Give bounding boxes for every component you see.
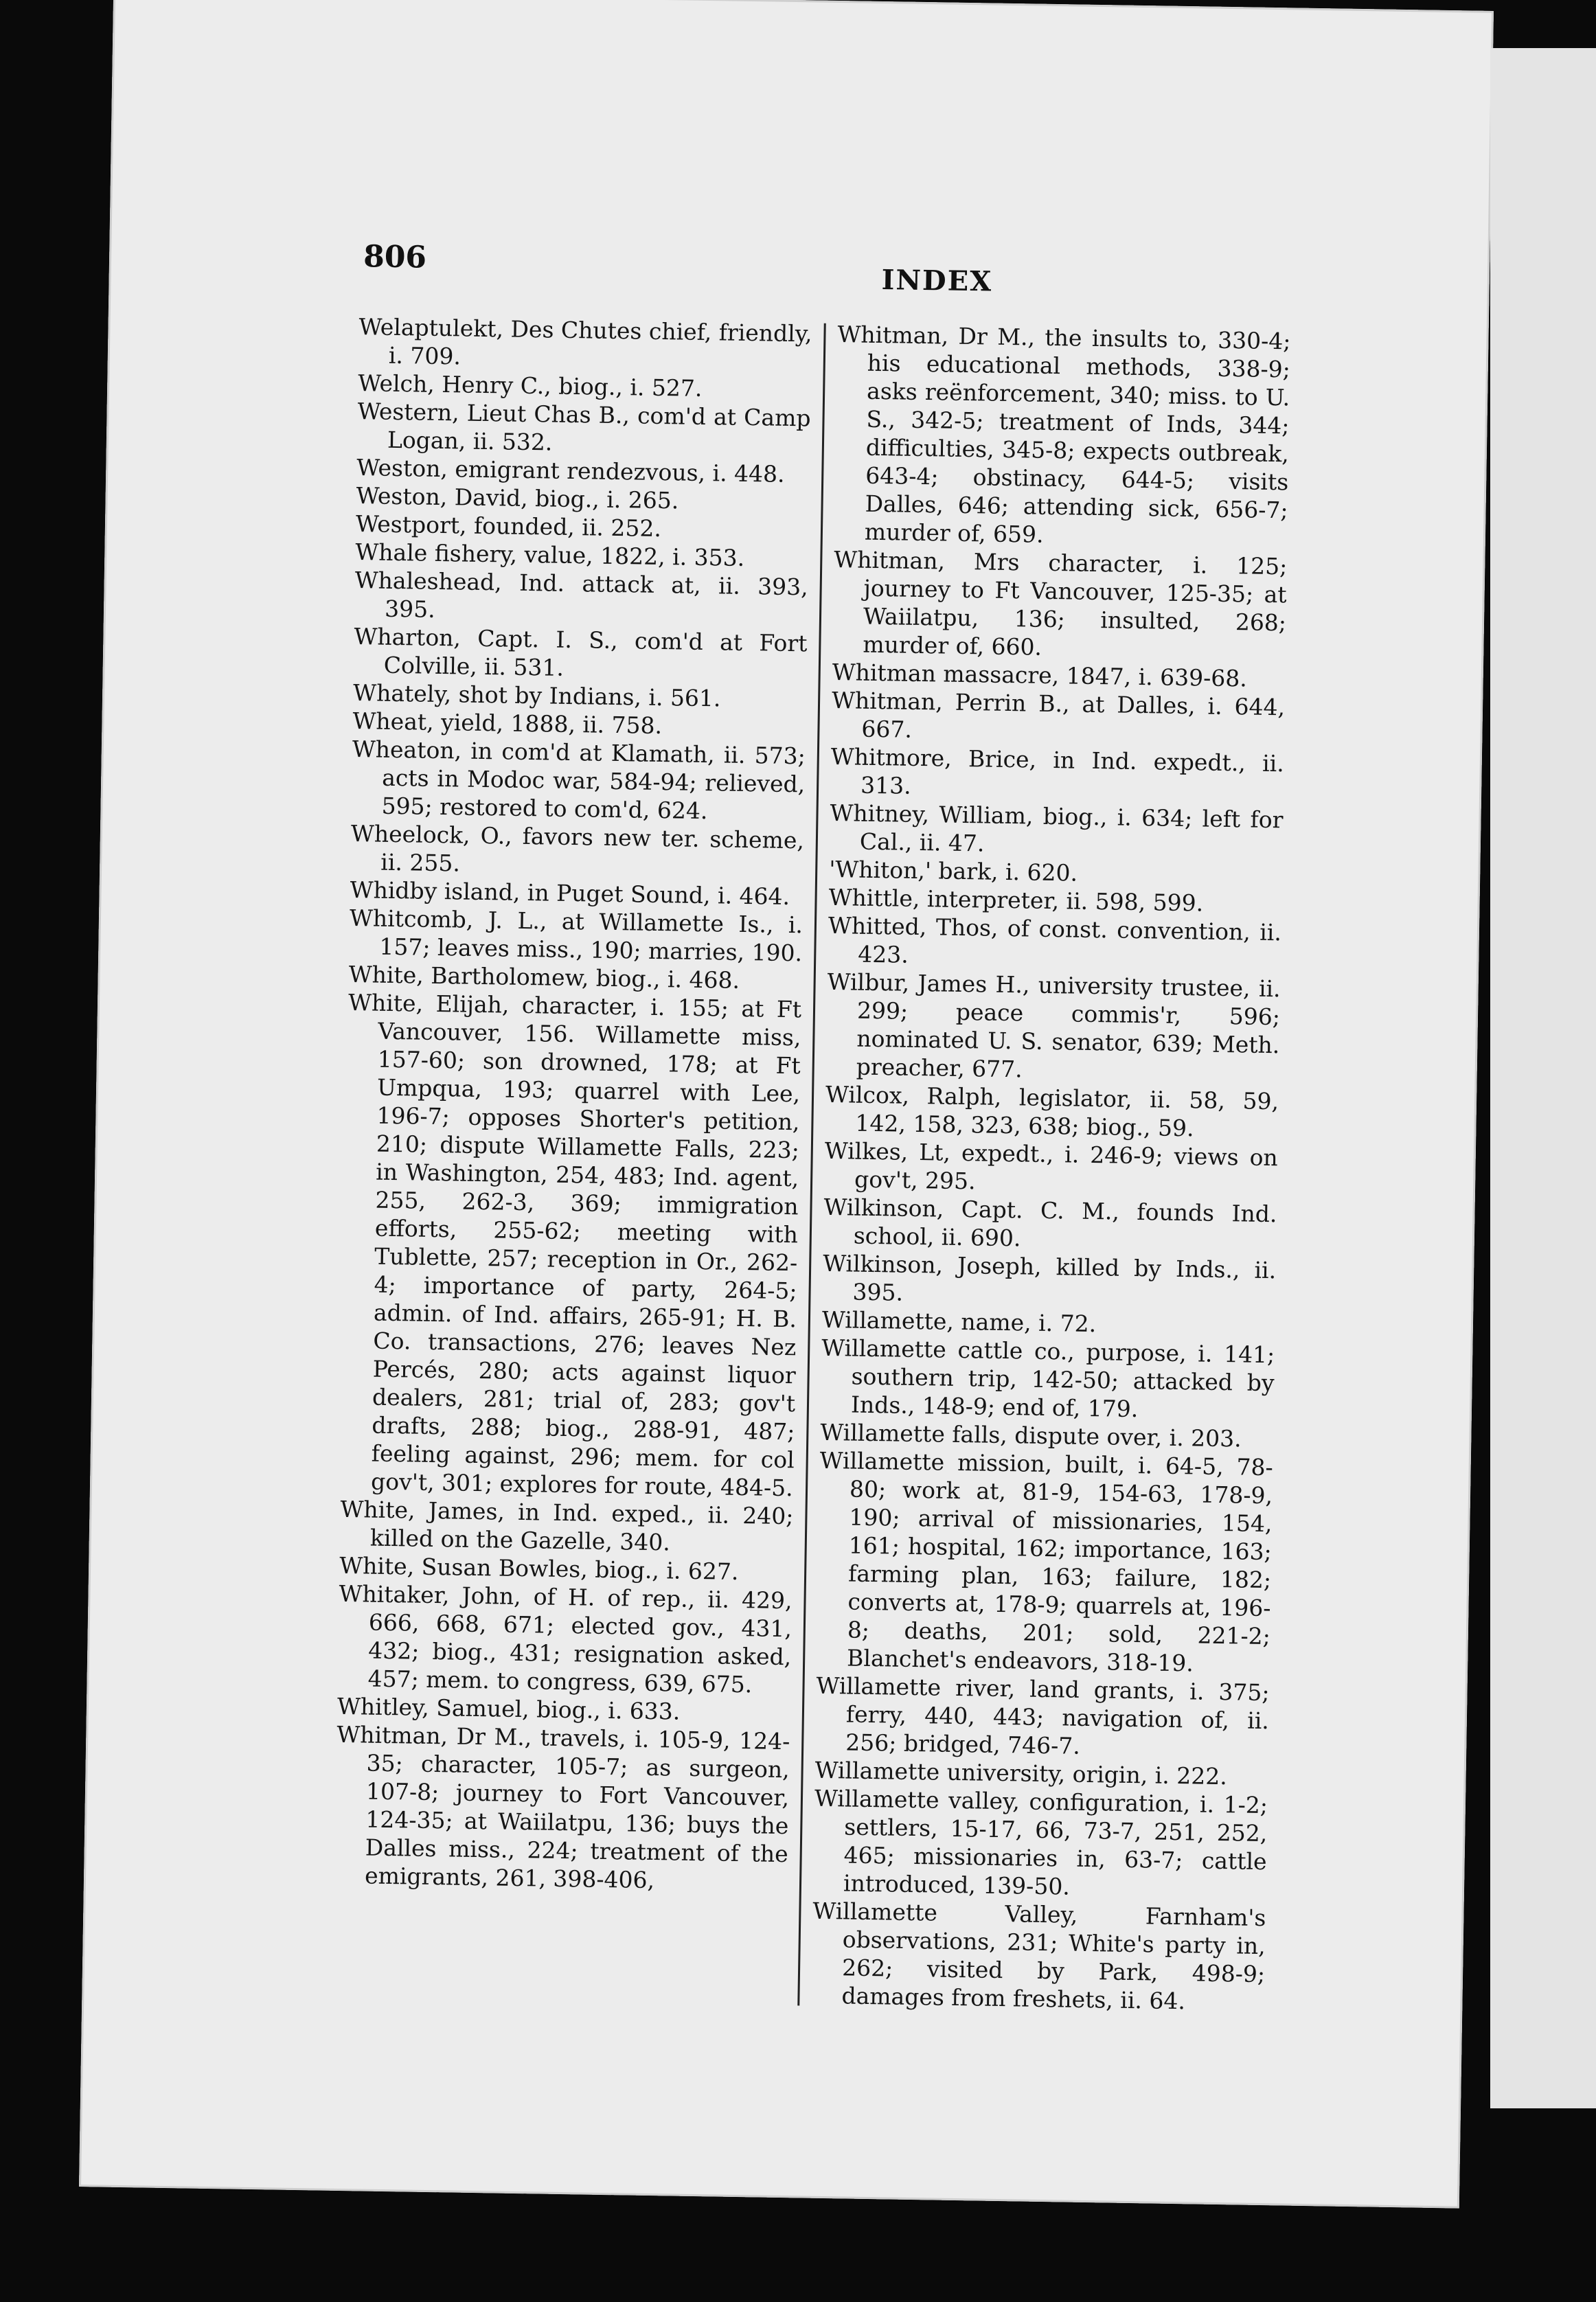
index-entry: Wheaton, in com'd at Klamath, ii. 573; acts in Modoc war, 584-94; relieved, 595; restored to com'd, 624. xyxy=(352,736,806,825)
index-entry: Willamette, name, i. 72. xyxy=(821,1306,1097,1338)
index-entry: Willamette valley, configuration, i. 1-2; settlers, 15-17, 66, 73-7, 251, 252, 465; missionaries in, 63-7; cattle introduced, 139-50. xyxy=(814,1784,1268,1900)
index-entry: Wheat, yield, 1888, ii. 758. xyxy=(352,707,663,740)
index-entry: Whale fishery, value, 1822, i. 353. xyxy=(355,538,745,571)
index-entry: Willamette falls, dispute over, i. 203. xyxy=(820,1418,1242,1452)
index-entry: Whitman, Dr M., the insults to, 330-4; his educational methods, 338-9; asks reënforcement, 340; miss. to U. S., 342-5; treatment of Inds, 344; difficulties, 345-8; expects outbreak, 643-4; obstinacy, 644-5; visits Dalles, 646; attending sick, 656-7; murder of, 659. xyxy=(837,321,1291,548)
index-entry: Whitley, Samuel, biog., i. 633. xyxy=(337,1692,681,1725)
index-entry: 'Whiton,' bark, i. 620. xyxy=(828,855,1078,887)
index-entry: Wilkes, Lt, expedt., i. 246-9; views on gov't, 295. xyxy=(824,1137,1279,1195)
index-entry: Whitman, Mrs character, i. 125; journey to Ft Vancouver, 125-35; at Waiilatpu, 136; insulted, 268; murder of, 660. xyxy=(834,545,1288,661)
index-entry: Willamette university, origin, i. 222. xyxy=(814,1756,1228,1790)
index-entry: White, James, in Ind. exped., ii. 240; killed on the Gazelle, 340. xyxy=(340,1495,794,1556)
index-entry: White, Elijah, character, i. 155; at Ft Vancouver, 156. Willamette miss, 157-60; son drowned, 178; at Ft Umpqua, 193; quarrel with Lee, 196-7; opposes Shorter's petition, 210; dispute Willamette Falls, 223; in Washington, 254, 483; Ind. agent, 255, 262-3, 369; immigration efforts, 255-62; meeting with Tublette, 257; reception in Or., 262-4; importance of party, 264-5; admin. of Ind. affairs, 265-91; H. B. Co. transactions, 276; leaves Nez Percés, 280; acts against liquor dealers, 281; trial of, 283; gov't drafts, 288; biog., 288-91, 487; feeling against, 296; mem. for col gov't, 301; explores for route, 484-5. xyxy=(347,988,802,1502)
adjacent-page-edge xyxy=(1490,48,1596,2108)
running-head: INDEX xyxy=(881,264,993,298)
index-entry: Whittle, interpreter, ii. 598, 599. xyxy=(828,883,1204,917)
index-entry: Wheelock, O., favors new ter. scheme, ii. 255. xyxy=(350,819,805,877)
index-entry: Whitman massacre, 1847, i. 639-68. xyxy=(832,658,1248,692)
index-entry: Willamette cattle co., purpose, i. 141; southern trip, 142-50; attacked by Inds., 148-9; end of, 179. xyxy=(821,1334,1275,1423)
index-entry: Western, Lieut Chas B., com'd at Camp Logan, ii. 532. xyxy=(357,398,811,456)
index-entry: Whitaker, John, of H. of rep., ii. 429, 666, 668, 671; elected gov., 431, 432; biog., 431; resignation asked, 457; mem. to congress, 639, 675. xyxy=(339,1580,793,1698)
index-entry: Westport, founded, ii. 252. xyxy=(355,510,662,543)
index-entry: Whaleshead, Ind. attack at, ii. 393, 395. xyxy=(354,567,809,623)
index-entry: Welch, Henry C., biog., i. 527. xyxy=(357,369,703,402)
index-entry: Whidby island, in Puget Sound, i. 464. xyxy=(350,876,790,911)
index-entry: Whitmore, Brice, in Ind. expedt., ii. 313. xyxy=(830,742,1285,799)
index-entry: Whately, shot by Indians, i. 561. xyxy=(352,679,721,712)
index-entry: Willamette mission, built, i. 64-5, 78-80; work at, 81-9, 154-63, 178-9, 190; arrival of missionaries, 154, 161; hospital, 162; importance, 163; farming plan, 163; failure, 182; converts at, 178-9; quarrels at, 196-8; deaths, 201; sold, 221-2; Blanchet's endeavors, 318-19. xyxy=(819,1446,1273,1677)
index-entry: Wilkinson, Capt. C. M., founds Ind. school, ii. 690. xyxy=(823,1193,1277,1252)
page-number: 806 xyxy=(363,239,427,275)
index-column-right xyxy=(811,320,1291,2016)
index-entry: Weston, emigrant rendezvous, i. 448. xyxy=(356,454,785,488)
index-entry: Whitman, Dr M., travels, i. 105-9, 124-35; character, 105-7; as surgeon, 107-8; journey to Fort Vancouver, 124-35; at Waiilatpu, 136; buys the Dalles miss., 224; treatment of the emigrants, 261, 398-406, xyxy=(337,1720,790,1894)
index-column-left xyxy=(334,312,812,1896)
index-entry: Wilkinson, Joseph, killed by Inds., ii. 395. xyxy=(822,1249,1277,1306)
index-entry: Welaptulekt, Des Chutes chief, friendly, i. 709. xyxy=(358,313,812,370)
index-entry: Whitney, William, biog., i. 634; left for Cal., ii. 47. xyxy=(830,799,1284,857)
index-entry: Wharton, Capt. I. S., com'd at Fort Colville, ii. 531. xyxy=(354,623,808,681)
index-entry: Weston, David, biog., i. 265. xyxy=(356,482,679,514)
index-entry: Whitted, Thos, of const. convention, ii. 423. xyxy=(828,911,1282,968)
index-entry: Wilbur, James H., university trustee, ii. 299; peace commis'r, 596; nominated U. S. senator, 639; Meth. preacher, 677. xyxy=(827,968,1281,1083)
index-entry: White, Bartholomew, biog., i. 468. xyxy=(348,960,740,994)
scanned-page xyxy=(79,0,1494,2209)
index-entry: White, Susan Bowles, biog., i. 627. xyxy=(339,1551,739,1585)
index-entry: Willamette Valley, Farnham's observations, 231; White's party in, 262; visited by Park, 498-9; damages from freshets, ii. 64. xyxy=(812,1897,1266,2015)
index-entry: Whitman, Perrin B., at Dalles, i. 644, 667. xyxy=(831,686,1286,743)
index-entry: Whitcomb, J. L., at Willamette Is., i. 157; leaves miss., 190; marries, 190. xyxy=(349,904,803,967)
index-entry: Willamette river, land grants, i. 375; ferry, 440, 443; navigation of, ii. 256; bridged, 746-7. xyxy=(816,1672,1270,1759)
index-entry: Wilcox, Ralph, legislator, ii. 58, 59, 142, 158, 323, 638; biog., 59. xyxy=(825,1080,1279,1142)
